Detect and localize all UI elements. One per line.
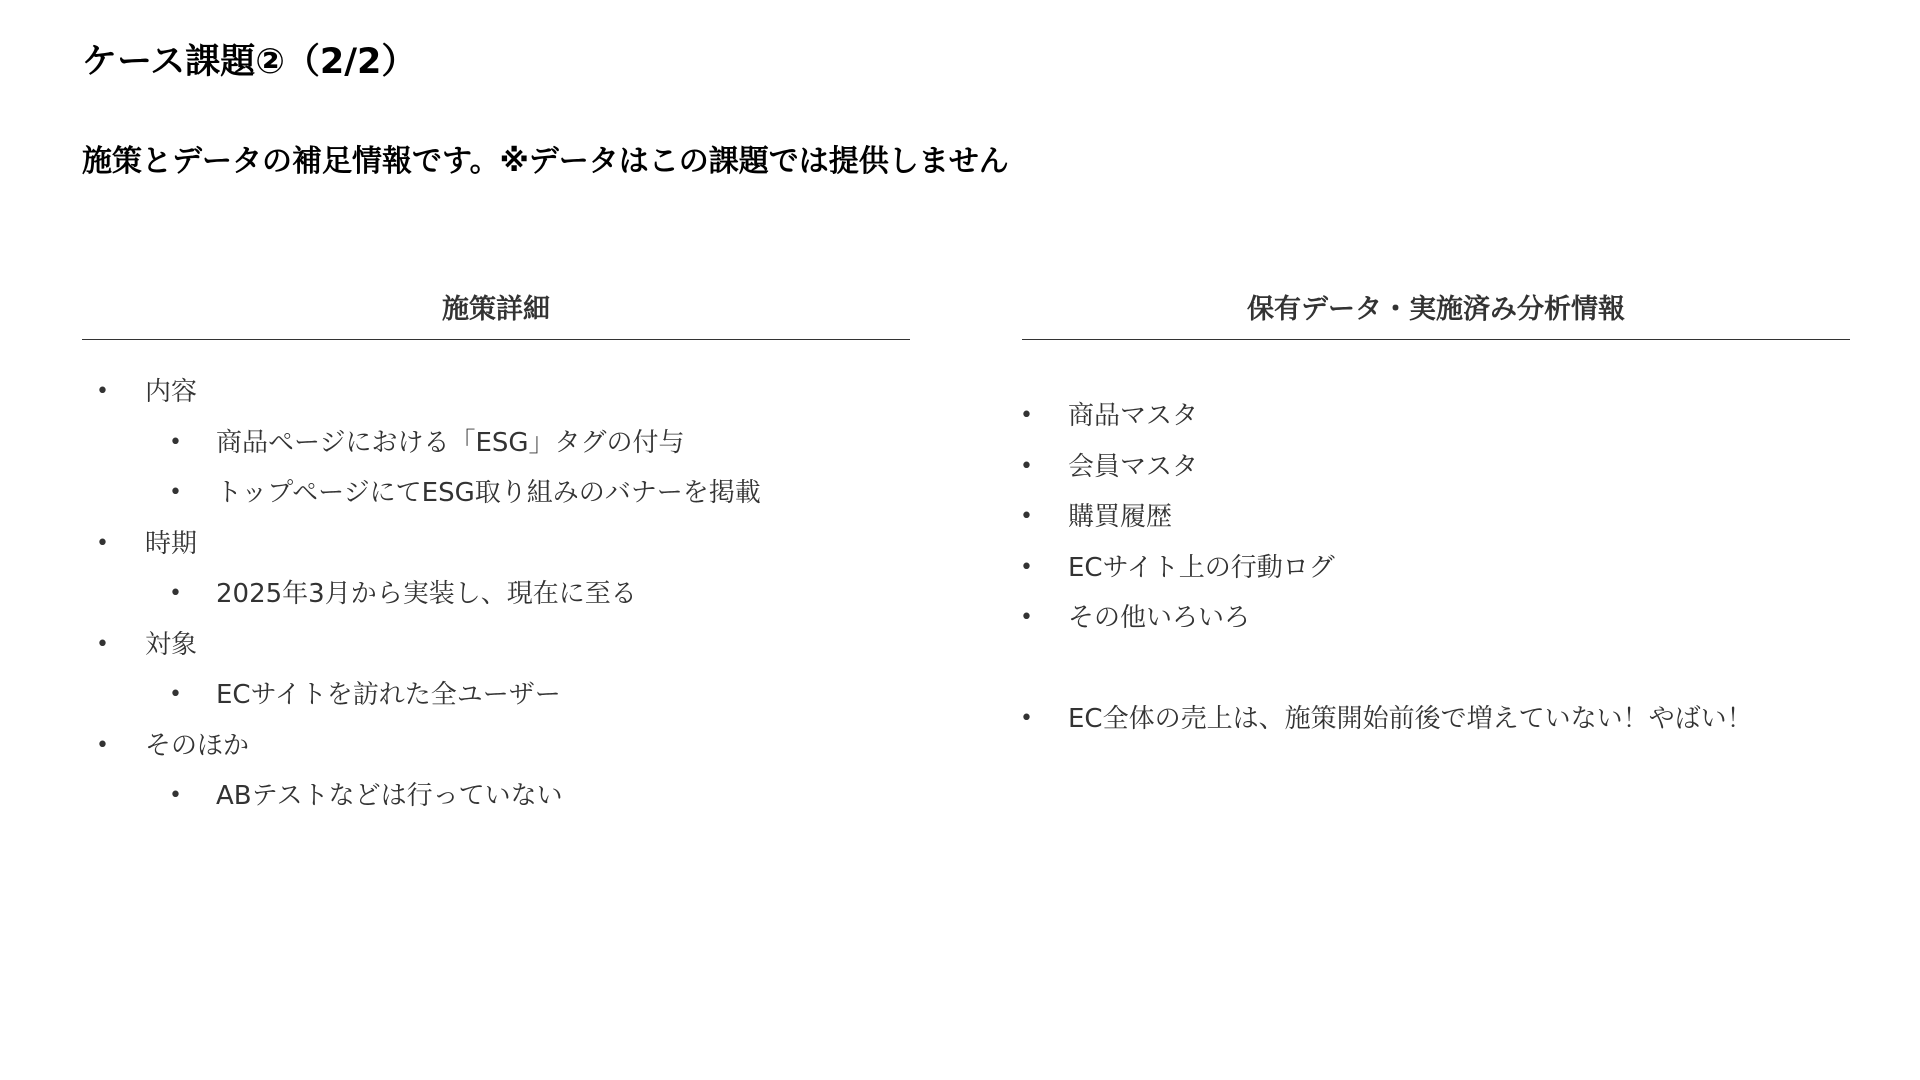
bullet-icon: • xyxy=(96,631,109,657)
list-item-label: ABテストなどは行っていない xyxy=(216,781,563,811)
list-item-label: 内容 xyxy=(145,377,198,407)
list-sub-item xyxy=(96,569,761,620)
list-item-label: トップページにてESG取り組みのバナーを掲載 xyxy=(216,478,761,508)
bullet-icon: • xyxy=(96,530,109,556)
analysis-note: EC全体の売上は、施策開始前後で増えていない！やばい！ xyxy=(1068,704,1753,734)
list-item-label: 対象 xyxy=(145,629,198,660)
left-column-header: 施策詳細 xyxy=(82,290,910,340)
list-item xyxy=(96,721,761,772)
bullet-icon: • xyxy=(1020,504,1033,529)
list-sub-item xyxy=(96,468,761,519)
list-item-label: その他いろいろ xyxy=(1068,603,1251,633)
list-item-label: 2025年3月から実装し、現在に至る xyxy=(216,579,637,609)
bullet-icon: • xyxy=(1020,706,1033,731)
list-item xyxy=(1020,543,1800,594)
list-item-label: 会員マスタ xyxy=(1068,451,1199,482)
available-data-list xyxy=(1020,391,1800,644)
list-item-label: 商品ページにおける「ESG」タグの付与 xyxy=(216,427,685,458)
list-item-label: そのほか xyxy=(145,730,250,761)
list-item xyxy=(1020,492,1800,543)
bullet-icon: • xyxy=(1020,453,1033,479)
list-item-label: 時期 xyxy=(145,528,198,559)
list-item xyxy=(96,620,761,671)
bullet-icon: • xyxy=(169,581,182,606)
bullet-icon: • xyxy=(1020,403,1033,428)
list-item xyxy=(96,367,761,418)
bullet-icon: • xyxy=(169,783,182,808)
list-item-label: ECサイトを訪れた全ユーザー xyxy=(216,680,561,710)
list-sub-item xyxy=(96,670,761,721)
list-sub-item xyxy=(96,771,761,822)
measure-details-list xyxy=(96,367,761,822)
list-item xyxy=(1020,442,1800,493)
list-item xyxy=(96,519,761,570)
list-item xyxy=(1020,700,1788,738)
right-column-header: 保有データ・実施済み分析情報 xyxy=(1022,290,1850,340)
bullet-icon: • xyxy=(1020,554,1033,580)
bullet-icon: • xyxy=(169,429,182,455)
list-item xyxy=(1020,391,1800,442)
list-item xyxy=(1020,593,1800,644)
bullet-icon: • xyxy=(96,379,109,404)
list-item-label: 商品マスタ xyxy=(1068,401,1199,431)
list-sub-item xyxy=(96,418,761,469)
bullet-icon: • xyxy=(96,732,109,758)
page-subtitle: 施策とデータの補足情報です。※データはこの課題では提供しません xyxy=(82,144,1009,179)
bullet-icon: • xyxy=(169,480,182,505)
bullet-icon: • xyxy=(1020,605,1033,630)
page-title: ケース課題②（2/2） xyxy=(82,42,417,82)
analysis-note-list xyxy=(1020,700,1820,738)
bullet-icon: • xyxy=(169,682,182,707)
list-item-label: ECサイト上の行動ログ xyxy=(1068,552,1335,583)
list-item-label: 購買履歴 xyxy=(1068,502,1173,532)
